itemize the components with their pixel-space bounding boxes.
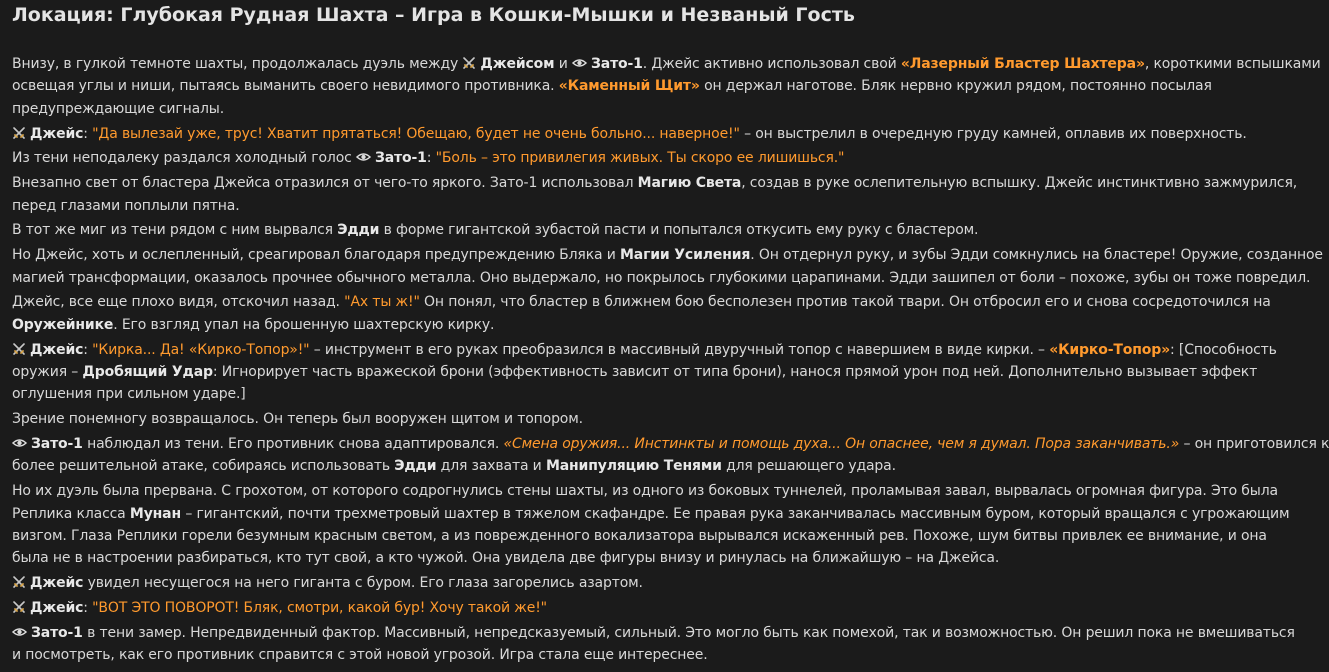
paragraph-line [12,622,1295,644]
text-segment: Внезапно свет от бластера Джейса отразился от чего-то яркого. Зато-1 использовал [12,175,638,192]
eye-icon [572,56,587,70]
text-segment: : Игнорирует часть вражеской брони (эффективность зависит от типа брони), нанося прямой урон под ней. Дополнительно вызывает эффект [212,364,1258,381]
character-name-jace: Джейсом [480,56,555,72]
character-name-jace: Джейс [30,341,84,358]
story-paragraph-5 [12,219,1235,241]
story-paragraph-7 [12,291,1271,336]
story-paragraph-2 [12,123,1247,145]
crossed-swords-icon [12,600,26,614]
text-segment: . Его взгляд упал на брошенную шахтерскую кирку. [113,316,495,333]
crossed-swords-icon [462,56,476,70]
character-name-jace: Джейс [30,125,84,142]
text-segment: : [83,341,93,358]
text-segment: Он понял, что бластер в ближнем бою бесполезен против такой твари. Он отбросил его и снова сосредоточился на [419,294,1271,311]
text-segment: более решительной атаке, собираясь использовать [12,458,395,475]
text-segment: В тот же миг из тени рядом с ним вырвался [12,222,338,239]
eye-icon [356,150,371,164]
dialogue-quote: "Боль – это привилегия живых. Ты скоро ее лишишься." [435,150,845,167]
character-name-eddie: Эдди [394,458,437,475]
text-segment: Но Джейс, хоть и ослепленный, среагировал благодаря предупреждению Бляка и [12,247,620,264]
character-name-jace: Джейс [30,600,84,617]
text-segment: . Он отдернул руку, и зубы Эдди сомкнулись на бластере! Оружие, созданное [750,247,1323,264]
item-name: «Каменный Щит» [558,78,700,95]
skill-name: Магии Усиления [620,247,751,264]
story-paragraph-12 [12,572,1235,594]
text-segment: наблюдал из тени. Его противник снова адаптировался. [82,436,504,453]
text-segment: – гигантский, почти трехметровый шахтер в тяжелом скафандре. Ее правая рука заканчивалась массивным буром, который вращался с угрожающим [181,505,1290,522]
character-name-eddie: Эдди [337,222,380,239]
character-name-zato: Зато-1 [374,150,427,167]
dialogue-quote: "Да вылезай уже, трус! Хватит прятаться! Обещаю, будет не очень больно... наверное!" [92,125,740,142]
text-segment: – он выстрелил в очередную груду камней, оплавив их поверхность. [739,125,1247,142]
skill-name: Магию Света [637,175,742,192]
thought-quote: «Смена оружия... Инстинкты и помощь духа... Он опаснее, чем я думал. Пора заканчивать.» [503,436,1180,453]
paragraph-line: предупреждающие сигналы. [12,100,225,117]
paragraph-line: оглушения при сильном ударе.] [12,386,246,403]
text-segment: – он приготовился к [1179,436,1329,453]
text-segment: для захвата и [436,458,546,475]
crossed-swords-icon [12,575,26,589]
paragraph-line: визгом. Глаза Реплики горели безумным красным светом, а из поврежденного вокализатора вырывался искаженный рев. Похоже, шум битвы привлек ее внимание, и она [12,528,1267,545]
text-segment: в форме гигантской зубастой пасти и попытался откусить ему руку с бластером. [379,222,979,239]
story-paragraph-10 [12,433,1329,478]
text-segment: : [83,125,93,142]
text-segment: увидел несущегося на него гиганта с буром. Его глаза загорелись азартом. [83,575,643,592]
paragraph-line [12,503,1290,525]
skill-name: Оружейнике [12,316,114,333]
paragraph-line [12,172,1298,194]
character-name-zato: Зато-1 [31,436,83,453]
text-segment: Внизу, в гулкой темноте шахты, продолжалась дуэль между [12,56,463,72]
crossed-swords-icon [12,126,26,140]
text-segment: Джейс, все еще плохо видя, отскочил назад. [12,294,345,311]
text-segment: , создав в руке ослепительную вспышку. Джейс инстинктивно зажмурился, [741,175,1298,192]
paragraph-line: и посмотреть, как его противник справится с этой новой угрозой. Игра стала еще интереснее. [12,647,708,664]
character-name-zato: Зато-1 [591,56,643,72]
item-name: «Кирко-Топор» [1049,341,1171,358]
story-paragraph-3 [12,147,1235,169]
dialogue-quote: "ВОТ ЭТО ПОВОРОТ! Бляк, смотри, какой бур! Хочу такой же!" [92,600,547,617]
paragraph-line [12,314,1235,336]
paragraph-line [12,455,1235,477]
paragraph-line: перед глазами поплыли пятна. [12,197,240,214]
item-name: «Лазерный Бластер Шахтера» [900,56,1145,72]
paragraph-line [12,75,1235,97]
dialogue-quote: "Ах ты ж!" [344,294,420,311]
paragraph-line [12,53,1321,75]
text-segment: освещая углы и ниши, пытаясь выманить своего невидимого противника. [12,78,559,95]
text-segment: он держал наготове. Бляк нервно кружил рядом, постоянно посылая [699,78,1212,95]
text-segment: оружия – [12,364,83,381]
text-segment: и [554,56,572,72]
story-paragraph-11 [12,480,1290,570]
paragraph-line [12,244,1323,266]
paragraph-line [12,339,1277,361]
character-name-zato: Зато-1 [31,624,83,641]
story-paragraph-1 [12,53,1321,120]
text-segment: для решающего удара. [721,458,896,475]
story-paragraph-4 [12,172,1298,217]
dialogue-quote: "Кирка... Да! «Кирко-Топор»!" [92,341,310,358]
story-paragraph-14 [12,622,1295,667]
character-name-jace: Джейс [30,575,84,592]
enemy-class-name: Мунан [129,505,182,522]
paragraph-line: магией трансформации, оказалось прочнее обычного металла. Оно выдержало, но покрылось глубокими царапинами. Эдди зашипел от боли – похоже, зубы он тоже повредил. [12,269,1311,286]
paragraph-line: была не в настроении разбираться, кто тут свой, а кто чужой. Она увидела две фигуры внизу и ринулась на ближайшую – на Джейса. [12,550,1000,567]
text-segment: : [83,600,93,617]
eye-icon [12,436,27,450]
story-paragraph-6 [12,244,1323,289]
text-segment: : [Способность [1170,341,1277,358]
text-segment: – инструмент в его руках преобразился в массивный двуручный топор с навершием в виде кирки. – [309,341,1050,358]
story-paragraph-13 [12,597,1235,619]
text-segment: Реплика класса [12,505,130,522]
text-segment: в тени замер. Непредвиденный фактор. Массивный, непредсказуемый, сильный. Это могло быть как помехой, так и возможностью. Он решил пока не вмешиваться [82,624,1295,641]
text-segment: , короткими вспышками [1144,56,1321,72]
paragraph-line [12,361,1258,383]
text-segment: : [426,150,436,167]
crossed-swords-icon [12,342,26,356]
paragraph-line: Но их дуэль была прервана. С грохотом, от которого содрогнулись стены шахты, из одного из боковых туннелей, проламывая завал, вырвалась огромная фигура. Это была [12,483,1278,500]
skill-name: Дробящий Удар [82,364,213,381]
story-paragraph-8 [12,339,1277,406]
page-title: Локация: Глубокая Рудная Шахта – Игра в Кошки-Мышки и Незваный Гость [12,4,855,26]
paragraph-line [12,291,1271,313]
paragraph-line [12,433,1329,455]
text-segment: . Джейс активно использовал свой [642,56,901,72]
skill-name: Манипуляцию Тенями [545,458,722,475]
story-paragraph-9: Зрение понемногу возвращалось. Он теперь был вооружен щитом и топором. [12,411,583,428]
eye-icon [12,625,27,639]
text-segment: Из тени неподалеку раздался холодный голос [12,150,356,167]
